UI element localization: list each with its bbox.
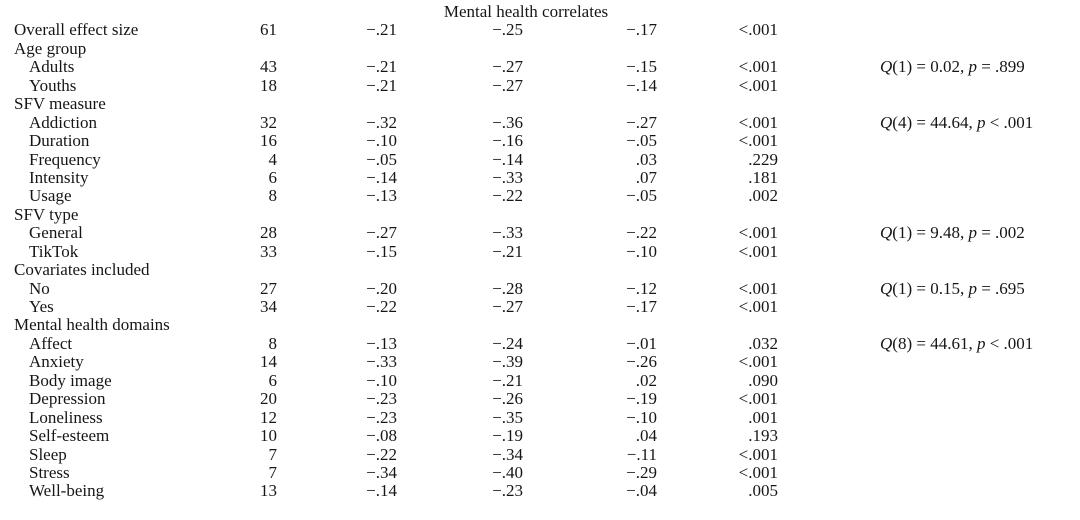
q-p-value-text: < .001 (985, 333, 1034, 353)
effect-size-value: −.27 (366, 223, 397, 243)
ci-lower-value: −.21 (492, 370, 523, 390)
table-row (0, 482, 1080, 500)
row-label: Sleep (29, 444, 67, 464)
table-row (0, 409, 1080, 427)
row-label: No (29, 278, 50, 298)
table-row (0, 224, 1080, 242)
ci-lower-value: −.33 (492, 167, 523, 187)
ci-upper-value: −.11 (626, 444, 657, 464)
row-label: Intensity (29, 167, 89, 187)
ci-lower-value: −.39 (492, 352, 523, 372)
row-label: SFV type (14, 204, 79, 224)
q-statistic (778, 40, 1080, 58)
ci-lower-value (397, 261, 523, 279)
k-value: 4 (268, 149, 277, 169)
k-value: 20 (260, 389, 277, 409)
row-label: SFV measure (14, 94, 106, 114)
effect-size-value (277, 261, 397, 279)
q-statistic (778, 58, 1080, 76)
k-value: 27 (260, 278, 277, 298)
k-value: 16 (260, 131, 277, 151)
ci-upper-value: −.04 (626, 481, 657, 501)
q-statistic (778, 261, 1080, 279)
q-statistic-text: (8) = 44.61, (892, 333, 977, 353)
row-label: Usage (29, 186, 72, 206)
k-value (180, 40, 277, 58)
ci-upper-value: −.19 (626, 389, 657, 409)
ci-upper-value: .02 (635, 370, 657, 390)
effect-size-value: −.08 (366, 426, 397, 446)
effect-size-value: −.10 (366, 131, 397, 151)
p-value: .005 (748, 481, 778, 501)
p-value: <.001 (738, 223, 778, 243)
k-value (180, 95, 277, 113)
effect-size-value: −.34 (366, 462, 397, 482)
k-value: 8 (268, 333, 277, 353)
effect-size-value: −.22 (366, 297, 397, 316)
q-statistic-text: (4) = 44.64, (892, 112, 977, 132)
p-value: <.001 (738, 444, 778, 464)
effect-size-value: −.22 (366, 444, 397, 464)
k-value: 61 (260, 20, 277, 40)
k-value: 18 (260, 75, 277, 95)
ci-upper-value: −.15 (626, 57, 657, 77)
row-label: Self-esteem (29, 426, 110, 446)
q-statistic (778, 114, 1080, 132)
p-value: <.001 (738, 20, 778, 40)
ci-upper-value: −.22 (626, 223, 657, 243)
effect-size-value: −.10 (366, 370, 397, 390)
ci-lower-value: −.19 (492, 426, 523, 446)
table-row (0, 169, 1080, 187)
p-symbol: p (968, 57, 977, 77)
p-value (657, 261, 778, 279)
k-value: 13 (260, 481, 277, 501)
table-spanner-title: Mental health correlates (443, 2, 609, 21)
ci-lower-value (397, 206, 523, 224)
q-statistic (778, 132, 1080, 150)
ci-lower-value: −.16 (492, 131, 523, 151)
ci-upper-value: −.17 (626, 297, 657, 316)
table-body (0, 21, 1080, 500)
p-value: .193 (748, 426, 778, 446)
table-row (0, 353, 1080, 371)
q-statistic (778, 446, 1080, 464)
q-symbol: Q (880, 278, 893, 298)
ci-lower-value: −.23 (492, 481, 523, 501)
ci-upper-value: −.10 (626, 241, 657, 261)
ci-upper-value: −.12 (626, 278, 657, 298)
q-statistic (778, 206, 1080, 224)
q-statistic (778, 77, 1080, 95)
table-row (0, 132, 1080, 150)
p-symbol: p (968, 278, 977, 298)
row-label: Addiction (29, 112, 97, 132)
table-row (0, 464, 1080, 482)
table-row (0, 77, 1080, 95)
table-row (0, 40, 1080, 58)
ci-upper-value: .03 (635, 149, 657, 169)
effect-size-value (277, 316, 397, 334)
ci-upper-value: −.10 (626, 407, 657, 427)
ci-lower-value: −.34 (492, 444, 523, 464)
p-value: <.001 (738, 241, 778, 261)
ci-lower-value (397, 316, 523, 334)
k-value: 43 (260, 57, 277, 77)
ci-lower-value: −.21 (492, 241, 523, 261)
effect-size-value: −.21 (366, 57, 397, 77)
table-spanner-row (0, 3, 1052, 21)
q-statistic (778, 95, 1080, 113)
table-row (0, 298, 1080, 316)
q-statistic (778, 280, 1080, 298)
p-value: .229 (748, 149, 778, 169)
ci-upper-value: −.01 (626, 333, 657, 353)
k-value: 6 (268, 167, 277, 187)
q-symbol: Q (880, 223, 893, 243)
q-symbol: Q (880, 333, 893, 353)
table-row (0, 316, 1080, 334)
row-label: Frequency (29, 149, 101, 169)
k-value: 7 (268, 444, 277, 464)
table-row (0, 206, 1080, 224)
effect-size-value: −.23 (366, 407, 397, 427)
q-statistic (778, 390, 1080, 408)
q-p-value-text: = .002 (976, 223, 1025, 243)
k-value: 14 (260, 352, 277, 372)
p-value: <.001 (738, 389, 778, 409)
ci-lower-value: −.27 (492, 297, 523, 316)
k-value (180, 316, 277, 334)
row-label: General (29, 223, 83, 243)
p-symbol: p (976, 333, 986, 353)
effect-size-value: −.33 (366, 352, 397, 372)
q-statistic (778, 316, 1080, 334)
ci-lower-value (397, 95, 523, 113)
ci-lower-value: −.36 (492, 112, 523, 132)
ci-lower-value: −.35 (492, 407, 523, 427)
k-value: 34 (260, 297, 277, 316)
ci-lower-value: −.14 (492, 149, 523, 169)
ci-upper-value: .04 (635, 426, 657, 446)
effect-size-value: −.21 (366, 20, 397, 40)
ci-upper-value: −.17 (626, 20, 657, 40)
effect-size-value (277, 206, 397, 224)
q-statistic-text: (1) = 0.15, (892, 278, 969, 298)
ci-lower-value: −.33 (492, 223, 523, 243)
p-value: <.001 (738, 278, 778, 298)
ci-lower-value: −.27 (492, 75, 523, 95)
q-statistic (778, 427, 1080, 445)
ci-upper-value (523, 40, 657, 58)
p-value: <.001 (738, 297, 778, 316)
row-label: Well-being (29, 481, 105, 501)
effect-size-value: −.14 (366, 167, 397, 187)
ci-upper-value: −.05 (626, 186, 657, 206)
p-value: .181 (748, 167, 778, 187)
q-statistic (778, 224, 1080, 242)
p-symbol: p (968, 223, 977, 243)
ci-upper-value (523, 95, 657, 113)
p-value (657, 95, 778, 113)
q-statistic (778, 353, 1080, 371)
ci-upper-value (523, 261, 657, 279)
q-statistic-text: (1) = 0.02, (892, 57, 969, 77)
row-label: Age group (14, 38, 87, 58)
q-p-value-text: < .001 (985, 112, 1034, 132)
row-label: Mental health domains (14, 315, 170, 335)
row-label: Overall effect size (14, 20, 139, 40)
p-value (657, 40, 778, 58)
p-value: <.001 (738, 352, 778, 372)
p-value: .002 (748, 186, 778, 206)
effect-size-value: −.05 (366, 149, 397, 169)
p-value: .001 (748, 407, 778, 427)
table-row (0, 372, 1080, 390)
effect-size-value: −.15 (366, 241, 397, 261)
effect-size-value: −.20 (366, 278, 397, 298)
q-statistic (778, 151, 1080, 169)
q-p-value-text: = .899 (976, 57, 1025, 77)
k-value: 33 (260, 241, 277, 261)
ci-lower-value: −.40 (492, 462, 523, 482)
k-value: 10 (260, 426, 277, 446)
row-label: Affect (29, 333, 73, 353)
row-label: Loneliness (29, 407, 103, 427)
ci-upper-value (523, 206, 657, 224)
table-row (0, 58, 1080, 76)
effect-size-value: −.32 (366, 112, 397, 132)
k-value: 8 (268, 186, 277, 206)
q-p-value-text: = .695 (976, 278, 1025, 298)
row-label: Depression (29, 389, 106, 409)
table-row (0, 243, 1080, 261)
ci-lower-value (397, 40, 523, 58)
row-label: Adults (29, 57, 75, 77)
ci-lower-value: −.25 (492, 20, 523, 40)
row-label: Duration (29, 131, 90, 151)
table-row (0, 427, 1080, 445)
table-row (0, 187, 1080, 205)
ci-upper-value: −.27 (626, 112, 657, 132)
q-statistic (778, 298, 1080, 316)
q-statistic (778, 372, 1080, 390)
table-row (0, 261, 1080, 279)
ci-upper-value (523, 316, 657, 334)
q-statistic (778, 482, 1080, 500)
row-label: Body image (29, 370, 112, 390)
q-statistic (778, 335, 1080, 353)
ci-upper-value: −.29 (626, 462, 657, 482)
p-value: .032 (748, 333, 778, 353)
row-label: TikTok (29, 241, 79, 261)
row-label: Anxiety (29, 352, 84, 372)
row-label: Covariates included (14, 260, 150, 280)
effect-size-value: −.21 (366, 75, 397, 95)
q-statistic (778, 169, 1080, 187)
ci-upper-value: −.05 (626, 131, 657, 151)
q-statistic (778, 243, 1080, 261)
p-value: <.001 (738, 131, 778, 151)
effect-size-value: −.14 (366, 481, 397, 501)
p-value: <.001 (738, 75, 778, 95)
ci-lower-value: −.26 (492, 389, 523, 409)
effect-size-value (277, 40, 397, 58)
p-value: <.001 (738, 57, 778, 77)
effect-size-value: −.13 (366, 333, 397, 353)
effect-size-value (277, 95, 397, 113)
ci-upper-value: −.26 (626, 352, 657, 372)
k-value: 28 (260, 223, 277, 243)
row-label: Stress (29, 462, 70, 482)
ci-lower-value: −.24 (492, 333, 523, 353)
ci-lower-value: −.28 (492, 278, 523, 298)
p-value (657, 206, 778, 224)
row-label: Youths (29, 75, 77, 95)
p-value: .090 (748, 370, 778, 390)
q-symbol: Q (880, 57, 893, 77)
table-row (0, 335, 1080, 353)
effect-size-value: −.23 (366, 389, 397, 409)
effect-size-value: −.13 (366, 186, 397, 206)
q-symbol: Q (880, 112, 893, 132)
q-statistic (778, 409, 1080, 427)
k-value: 32 (260, 112, 277, 132)
p-value: <.001 (738, 112, 778, 132)
k-value (180, 261, 277, 279)
k-value: 12 (260, 407, 277, 427)
table-row (0, 390, 1080, 408)
table-row (0, 280, 1080, 298)
k-value: 6 (268, 370, 277, 390)
q-statistic (778, 21, 1080, 39)
p-value: <.001 (738, 462, 778, 482)
table-row (0, 151, 1080, 169)
table-row (0, 21, 1080, 39)
q-statistic (778, 187, 1080, 205)
ci-lower-value: −.27 (492, 57, 523, 77)
p-value (657, 316, 778, 334)
q-statistic (778, 464, 1080, 482)
p-symbol: p (976, 112, 986, 132)
q-statistic-text: (1) = 9.48, (892, 223, 969, 243)
row-label: Yes (29, 297, 54, 316)
k-value: 7 (268, 462, 277, 482)
ci-lower-value: −.22 (492, 186, 523, 206)
k-value (180, 206, 277, 224)
ci-upper-value: .07 (635, 167, 657, 187)
table-row (0, 446, 1080, 464)
table-row (0, 95, 1080, 113)
table-row (0, 114, 1080, 132)
ci-upper-value: −.14 (626, 75, 657, 95)
